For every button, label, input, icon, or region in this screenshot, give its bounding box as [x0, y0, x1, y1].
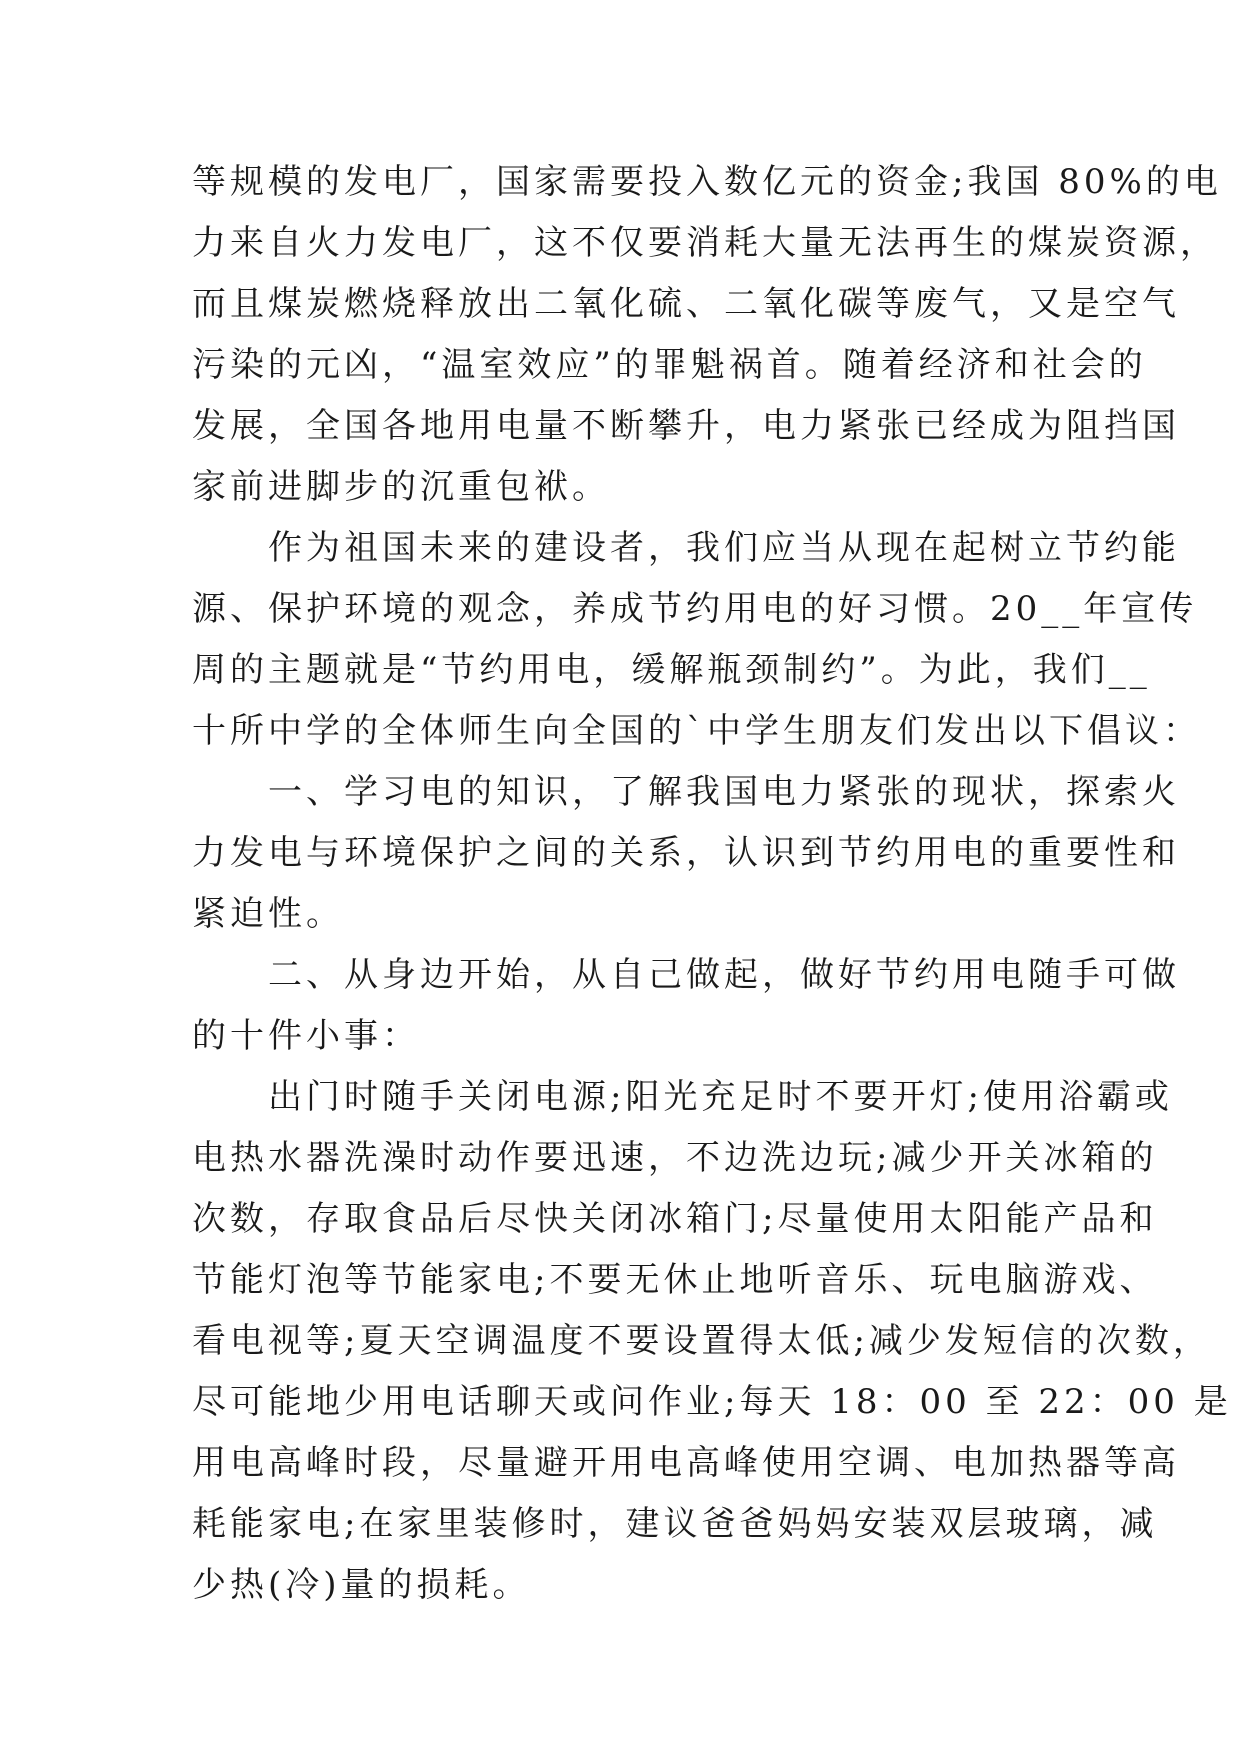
text-line: 作为祖国未来的建设者，我们应当从现在起树立节约能 [192, 528, 1180, 568]
text-line: 污染的元凶，“温室效应”的罪魁祸首。随着经济和社会的 [192, 345, 1147, 385]
text-line: 看电视等;夏天空调温度不要设置得太低;减少发短信的次数， [192, 1321, 1211, 1361]
text-line: 节能灯泡等节能家电;不要无休止地听音乐、玩电脑游戏、 [192, 1260, 1158, 1300]
text-line: 的十件小事： [192, 1016, 420, 1056]
text-line: 发展，全国各地用电量不断攀升，电力紧张已经成为阻挡国 [192, 406, 1180, 446]
text-line: 少热(冷)量的损耗。 [192, 1565, 531, 1605]
text-line: 耗能家电;在家里装修时，建议爸爸妈妈安装双层玻璃，减 [192, 1504, 1158, 1544]
text-line: 次数，存取食品后尽快关闭冰箱门;尽量使用太阳能产品和 [192, 1199, 1158, 1239]
text-line: 家前进脚步的沉重包袱。 [192, 467, 610, 507]
text-line: 力来自火力发电厂，这不仅要消耗大量无法再生的煤炭资源， [192, 223, 1218, 263]
text-line: 源、保护环境的观念，养成节约用电的好习惯。20__年宣传 [192, 589, 1198, 629]
text-line: 电热水器洗澡时动作要迅速，不边洗边玩;减少开关冰箱的 [192, 1138, 1158, 1178]
text-line: 出门时随手关闭电源;阳光充足时不要开灯;使用浴霸或 [192, 1077, 1173, 1117]
document-body [192, 162, 1232, 1626]
text-line: 尽可能地少用电话聊天或问作业;每天 18：00 至 22：00 是 [192, 1382, 1232, 1422]
text-line: 而且煤炭燃烧释放出二氧化硫、二氧化碳等废气，又是空气 [192, 284, 1180, 324]
text-line: 等规模的发电厂，国家需要投入数亿元的资金;我国 80%的电 [192, 162, 1222, 202]
text-line: 紧迫性。 [192, 894, 344, 934]
text-line: 周的主题就是“节约用电，缓解瓶颈制约”。为此，我们__ [192, 650, 1151, 690]
text-line: 力发电与环境保护之间的关系，认识到节约用电的重要性和 [192, 833, 1180, 873]
text-line: 一、学习电的知识，了解我国电力紧张的现状，探索火 [192, 772, 1180, 812]
text-line: 用电高峰时段，尽量避开用电高峰使用空调、电加热器等高 [192, 1443, 1180, 1483]
text-line: 二、从身边开始，从自己做起，做好节约用电随手可做 [192, 955, 1180, 995]
text-line: 十所中学的全体师生向全国的`中学生朋友们发出以下倡议： [192, 711, 1201, 751]
